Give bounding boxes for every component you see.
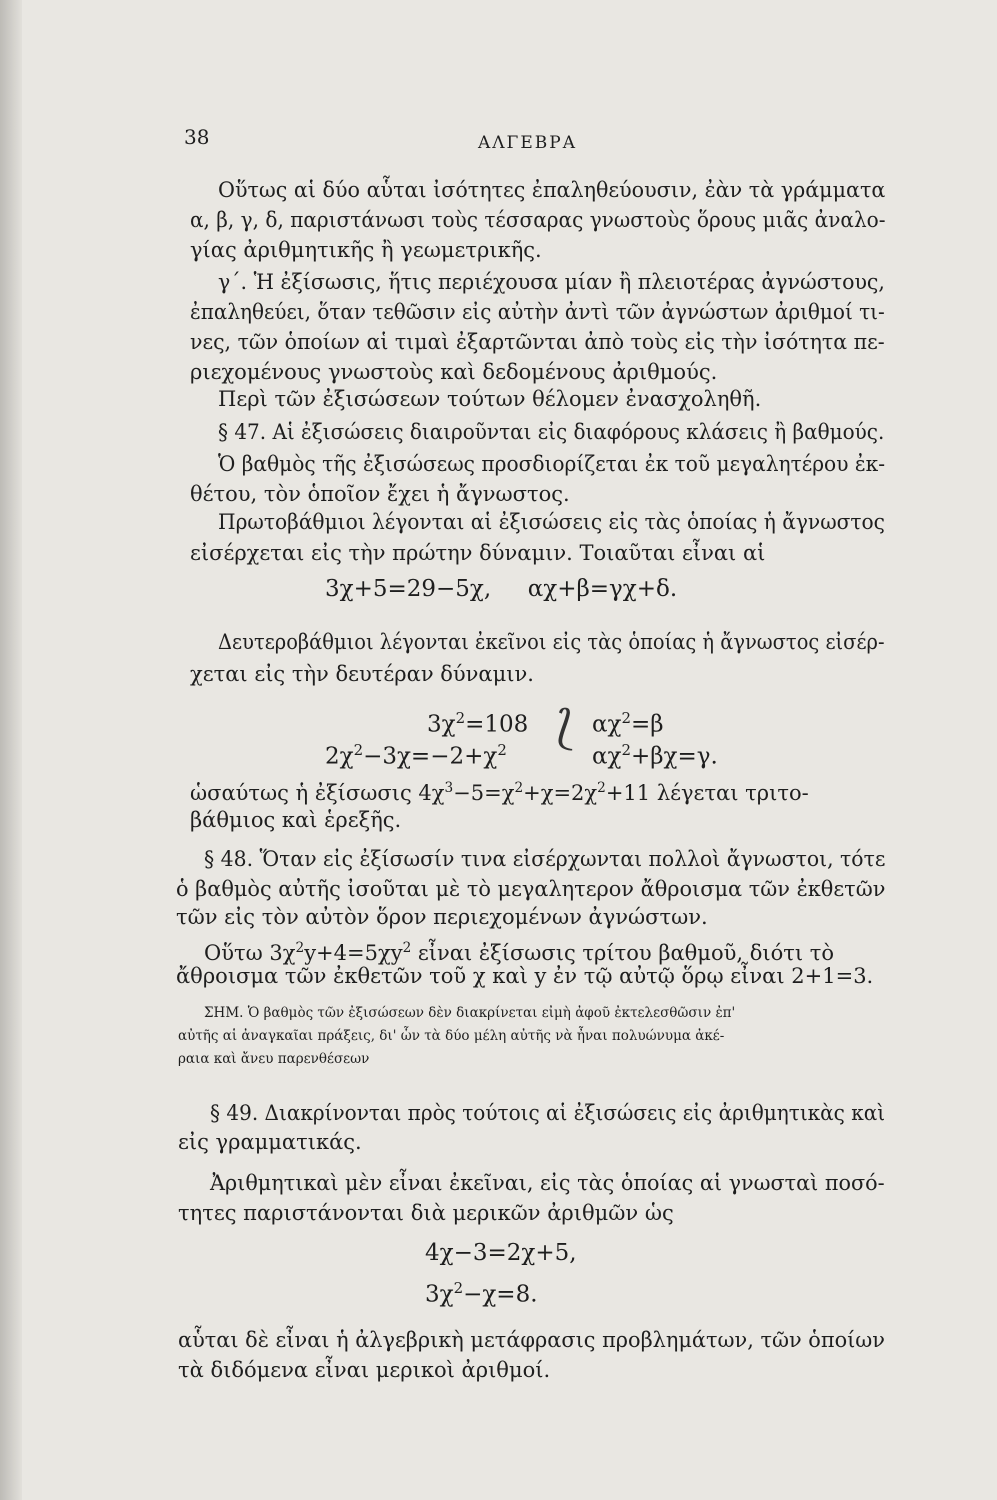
equation-numeric-2: $3\chi^2-\chi=8$. (425, 1279, 538, 1308)
text-line: γίας ἀριθμητικῆς ἢ γεωμετρικῆς. (190, 238, 542, 262)
equation-second-degree-2: $2\chi^2-3\chi=-2+\chi^2$ (325, 741, 507, 770)
text-line: τῶν εἰς τὸν αὐτὸν ὅρον περιεχομένων ἀγνώστων. (176, 905, 708, 929)
page-number: 38 (184, 125, 210, 149)
equation-second-degree-1: $3\chi^2=108$ (427, 709, 529, 738)
text-line: αὗται δὲ εἶναι ἡ ἀλγεβρικὴ μετάφρασις προβλημάτων, τῶν ὁποίων (178, 1328, 885, 1352)
equation-second-degree-3: $\alpha\chi^2=\beta$ (592, 709, 664, 738)
text-line: ριεχομένους γνωστοὺς καὶ δεδομένους ἀριθμούς. (190, 360, 718, 384)
text-line: εἰσέρχεται εἰς τὴν πρώτην δύναμιν. Τοιαῦται εἶναι αἱ (190, 541, 766, 565)
text-line: εἰς γραμματικάς. (178, 1130, 362, 1154)
text-line: τητες παριστάνονται διὰ μερικῶν ἀριθμῶν ὡς (178, 1201, 674, 1225)
text-line: α, β, γ, δ, παριστάνωσι τοὺς τέσσαρας γνωστοὺς ὅρους μιᾶς ἀναλο- (190, 208, 886, 232)
text-line: ὁ βαθμὸς αὐτῆς ἰσοῦται μὲ τὸ μεγαλητερον ἄθροισμα τῶν ἐκθετῶν (176, 877, 886, 901)
text-line: Δευτεροβάθμιοι λέγονται ἐκεῖνοι εἰς τὰς ὁποίας ἡ ἄγνωστος εἰσέρ- (218, 630, 885, 654)
text-line: νες, τῶν ὁποίων αἱ τιμαὶ ἐξαρτῶνται ἀπὸ τοὺς εἰς τὴν ἰσότητα πε- (190, 330, 885, 354)
text-line-example: Οὕτω $3\chi^2y+4=5\chi y^2$ εἶναι ἐξίσωσις τρίτου βαθμοῦ, διότι τὸ (204, 940, 835, 965)
text-line: βάθμιος καὶ ἑρεξῆς. (190, 808, 402, 832)
text-line: τὰ διδόμενα εἶναι μερικοὶ ἀριθμοί. (178, 1358, 551, 1382)
text-line: χεται εἰς τὴν δευτέραν δύναμιν. (190, 662, 534, 686)
equation-first-degree: 3χ+5=29−5χ, αχ+β=γχ+δ. (325, 576, 678, 602)
section-47-heading: § 47. Αἱ ἐξισώσεις διαιροῦνται εἰς διαφόρους κλάσεις ἢ βαθμούς. (218, 420, 885, 444)
text-line: Ὁ βαθμὸς τῆς ἐξισώσεως προσδιορίζεται ἐκ τοῦ μεγαλητέρου ἐκ- (218, 452, 886, 476)
section-49-heading: § 49. Διακρίνονται πρὸς τούτοις αἱ ἐξισώσεις εἰς ἀριθμητικὰς καὶ (210, 1101, 886, 1125)
text-line-third-degree: ὡσαύτως ἡ ἐξίσωσις $4\chi^3-5=\chi^2+\chi=2\chi^2+11$ λέγεται τριτο- (190, 780, 809, 805)
text-line: Περὶ τῶν ἐξισώσεων τούτων θέλομεν ἐνασχοληθῆ. (218, 387, 762, 411)
text-line: ἐπαληθεύει, ὅταν τεθῶσιν εἰς αὐτὴν ἀντὶ τῶν ἀγνώστων ἀριθμοί τι- (190, 300, 885, 324)
note-line: ΣΗΜ. Ὁ βαθμὸς τῶν ἐξισώσεων δὲν διακρίνεται εἰμὴ ἀφοῦ ἐκτελεσθῶσιν ἐπ' (204, 1005, 736, 1021)
brace-separator: ⟅ (556, 700, 574, 754)
note-line: ραια καὶ ἄνευ παρενθέσεων (178, 1051, 370, 1067)
section-48-heading: § 48. Ὅταν εἰς ἐξίσωσίν τινα εἰσέρχωνται πολλοὶ ἄγνωστοι, τότε (204, 847, 886, 871)
text-line: Πρωτοβάθμιοι λέγονται αἱ ἐξισώσεις εἰς τὰς ὁποίας ἡ ἄγνωστος (218, 510, 885, 534)
text-line: γ΄. Ἡ ἐξίσωσις, ἥτις περιέχουσα μίαν ἢ πλειοτέρας ἀγνώστους, (218, 270, 885, 294)
text-line: Οὕτως αἱ δύο αὗται ἰσότητες ἐπαληθεύουσιν, ἐὰν τὰ γράμματα (218, 178, 886, 202)
text-line: θέτου, τὸν ὁποῖον ἔχει ἡ ἄγνωστος. (190, 482, 570, 506)
text-line: ἄθροισμα τῶν ἐκθετῶν τοῦ χ καὶ y ἐν τῷ αὐτῷ ὅρῳ εἶναι 2+1=3. (176, 964, 874, 988)
equation-numeric-1: 4χ−3=2χ+5, (425, 1240, 577, 1266)
text-line: Ἀριθμητικαὶ μὲν εἶναι ἐκεῖναι, εἰς τὰς ὁποίας αἱ γνωσταὶ ποσό- (210, 1171, 885, 1195)
running-title: ΑΛΓΕΒΡΑ (478, 133, 577, 153)
equation-second-degree-4: $\alpha\chi^2+\beta\chi=\gamma$. (592, 741, 718, 770)
note-line: αὐτῆς αἱ ἀναγκαῖαι πράξεις, δι' ὧν τὰ δύο μέλη αὐτῆς νὰ ἦναι πολυώνυμα ἀκέ- (178, 1028, 725, 1044)
